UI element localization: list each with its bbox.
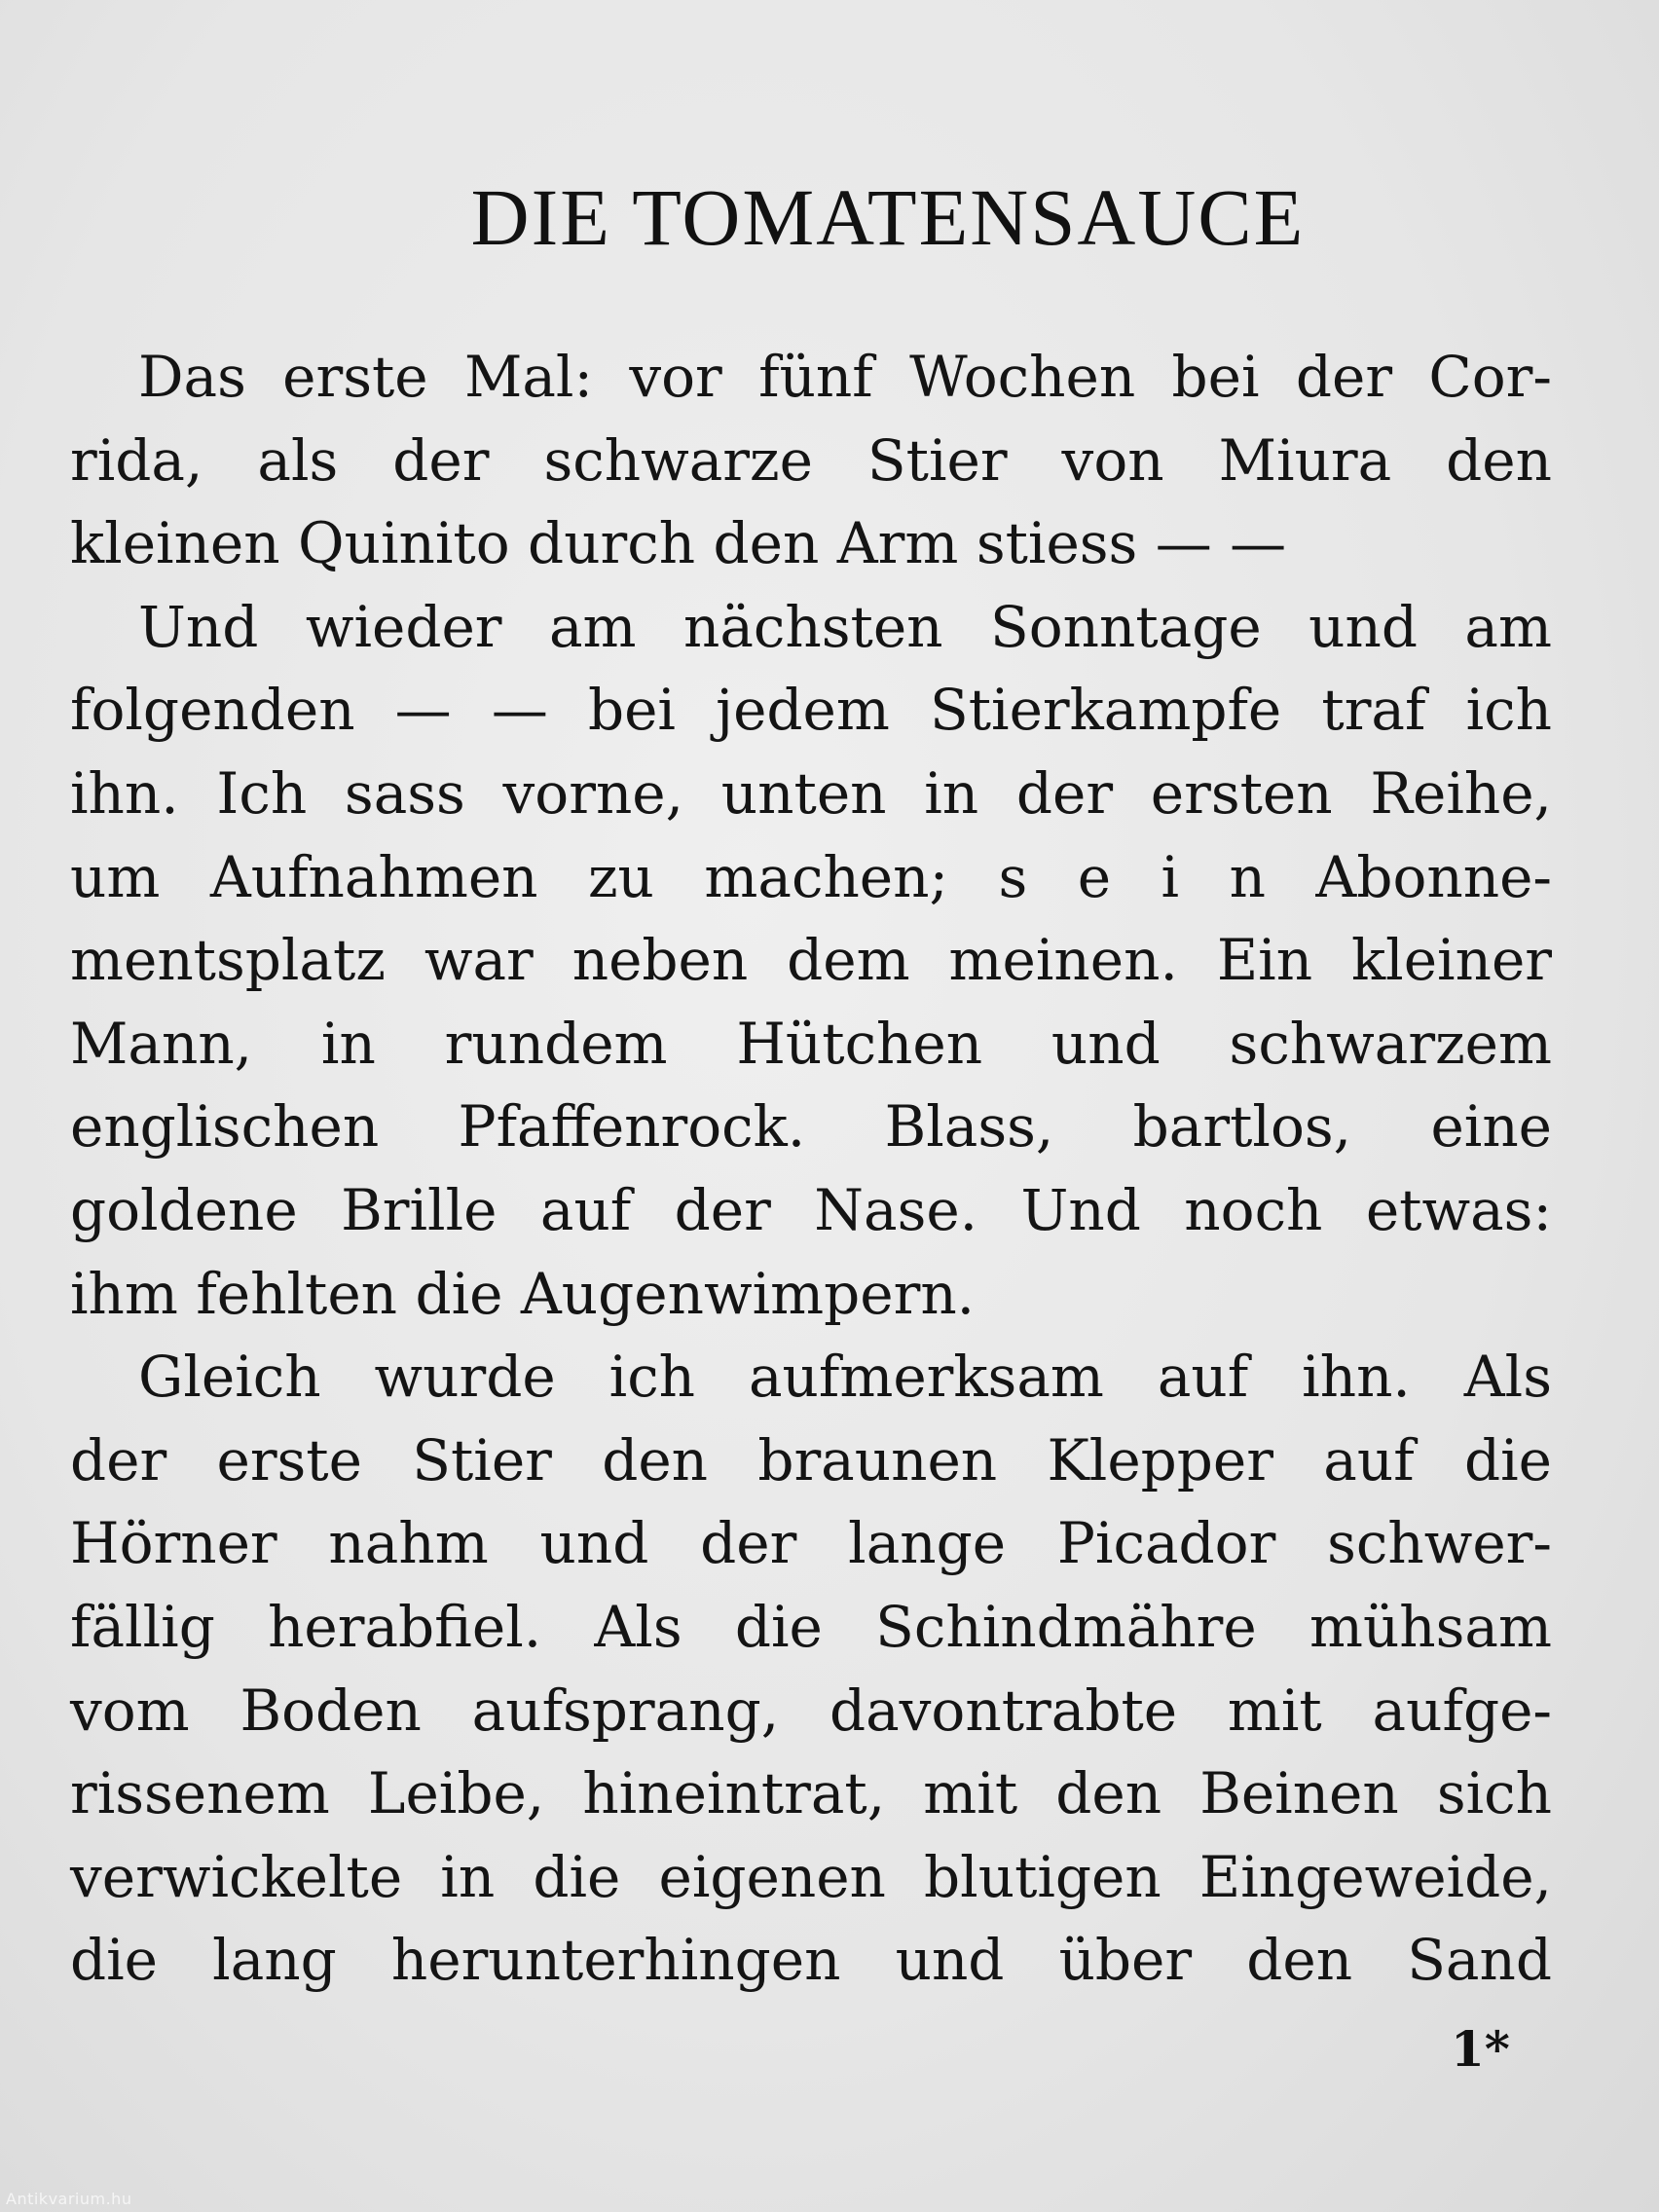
text-line: ihn. Ich sass vorne, unten in der ersten Reihe, xyxy=(70,759,1552,827)
text-line: der erste Stier den braunen Klepper auf die xyxy=(70,1426,1552,1493)
text-line: verwickelte in die eigenen blutigen Eingeweide, xyxy=(70,1843,1552,1910)
text-line: goldene Brille auf der Nase. Und noch etwas: xyxy=(70,1176,1552,1243)
text-line: vom Boden aufsprang, davontrabte mit aufge- xyxy=(70,1677,1552,1744)
text-line: ihm fehlten die Augenwimpern. xyxy=(70,1260,976,1327)
text-line: Mann, in rundem Hütchen und schwarzem xyxy=(70,1010,1552,1077)
text-line: Und wieder am nächsten Sonntage und am xyxy=(138,593,1552,660)
text-line: Das erste Mal: vor fünf Wochen bei der Cor- xyxy=(138,344,1552,410)
page-number: 1* xyxy=(1451,2020,1510,2078)
text-line: fällig herabfiel. Als die Schindmähre mühsam xyxy=(70,1593,1552,1660)
text-line: Gleich wurde ich aufmerksam auf ihn. Als xyxy=(138,1344,1552,1411)
chapter-title: DIE TOMATENSAUCE xyxy=(470,172,1306,262)
text-line: mentsplatz war neben dem meinen. Ein kleiner xyxy=(70,927,1552,994)
text-line: um Aufnahmen zu machen; s e i n Abonne- xyxy=(70,843,1552,910)
text-line: englischen Pfaffenrock. Blass, bartlos, eine xyxy=(70,1093,1552,1161)
text-line: die lang herunterhingen und über den Sand xyxy=(70,1927,1552,1994)
watermark: Antikvarium.hu xyxy=(6,2190,132,2208)
text-line: Hörner nahm und der lange Picador schwer- xyxy=(70,1510,1552,1577)
text-line: rissenem Leibe, hineintrat, mit den Beinen sich xyxy=(70,1760,1552,1827)
text-line: kleinen Quinito durch den Arm stiess — — xyxy=(70,510,1287,577)
text-line: rida, als der schwarze Stier von Miura den xyxy=(70,426,1552,494)
text-line: folgenden — — bei jedem Stierkampfe traf ich xyxy=(70,677,1552,744)
body-text xyxy=(70,336,1552,2003)
